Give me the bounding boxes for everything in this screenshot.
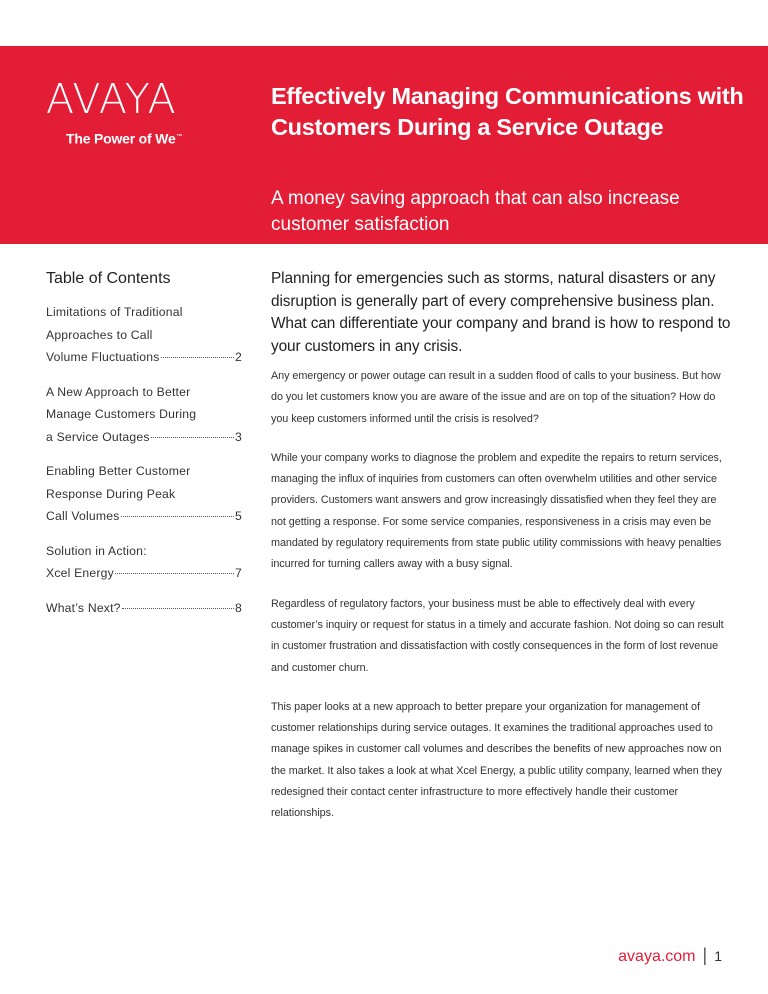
toc-entry-title: Volume Fluctuations bbox=[46, 350, 160, 364]
toc-entry-title: Call Volumes bbox=[46, 509, 120, 523]
toc-entry-title: What’s Next? bbox=[46, 600, 121, 615]
logo-tagline bbox=[66, 129, 182, 147]
footer-url[interactable]: avaya.com bbox=[618, 948, 696, 965]
toc-page-number: 7 bbox=[235, 566, 242, 580]
toc-leader-dots bbox=[121, 516, 234, 517]
trademark-symbol: ™ bbox=[176, 134, 183, 140]
toc-entry[interactable] bbox=[46, 301, 242, 369]
toc-leader-dots bbox=[161, 357, 234, 358]
toc-entry-line: Enabling Better Customer bbox=[46, 464, 191, 478]
toc-entry-title: a Service Outages bbox=[46, 429, 150, 444]
page-footer bbox=[618, 944, 722, 968]
toc-leader-dots bbox=[115, 573, 234, 574]
toc-page-number: 8 bbox=[235, 600, 242, 615]
body-paragraph: Any emergency or power outage can result in a sudden flood of calls to your business. But how do you let customers know you are aware of the issue and are on top of the situation? How do you keep customers informed until the crisis is resolved? bbox=[271, 370, 721, 425]
toc-entry[interactable] bbox=[46, 540, 242, 585]
body-paragraph: Regardless of regulatory factors, your business must be able to effectively deal with every customer’s inquiry or request for status in a timely and accurate fashion. Not doing so can result in customer frustration and dissatisfaction with costly consequences in the form of lost revenue and customer churn. bbox=[271, 597, 724, 674]
avaya-logo bbox=[46, 77, 206, 149]
toc-entry-line: Limitations of Traditional bbox=[46, 305, 183, 319]
document-subtitle: A money saving approach that can also increase customer satisfaction bbox=[271, 188, 680, 235]
logo-wordmark: AVAYA bbox=[46, 75, 177, 123]
document-title: Effectively Managing Communications with Customers During a Service Outage bbox=[271, 83, 744, 140]
toc-entry[interactable] bbox=[46, 460, 242, 528]
toc-leader-dots bbox=[122, 608, 234, 609]
table-of-contents bbox=[46, 268, 242, 631]
toc-entry[interactable] bbox=[46, 597, 242, 620]
page-number: 1 bbox=[714, 948, 722, 964]
toc-page-number: 2 bbox=[235, 350, 242, 364]
toc-entry-line: Manage Customers During bbox=[46, 407, 197, 421]
toc-entry-last-line bbox=[46, 562, 242, 585]
toc-page-number: 5 bbox=[235, 509, 242, 523]
toc-entry[interactable] bbox=[46, 381, 242, 449]
footer-separator: | bbox=[702, 945, 708, 965]
main-content bbox=[271, 268, 731, 843]
toc-entry-line: Solution in Action: bbox=[46, 543, 147, 558]
body-paragraph: This paper looks at a new approach to better prepare your organization for management of customer relationships during service outages. It examines the traditional approaches used to manage spikes in customer call volumes and describes the benefits of new approaches now on the market. It also takes a look at what Xcel Energy, a public utility company, learned when they redesigned their contact center infrastructure to more effectively handle their customer relationships. bbox=[271, 700, 722, 820]
toc-heading: Table of Contents bbox=[46, 270, 171, 287]
toc-page-number: 3 bbox=[235, 429, 242, 444]
toc-entry-last-line bbox=[46, 597, 242, 620]
body-paragraph: While your company works to diagnose the problem and expedite the repairs to return services, managing the influx of inquiries from customers can often overwhelm utilities and other service providers. Customers want answers and grow increasingly dissatisfied when they feel they are not getting a response. For some service companies, responsiveness in a crisis may even be mandated by regulatory requirements from state public utility commissions with heavy penalties incurred for turning callers away with a busy signal. bbox=[271, 451, 722, 571]
toc-entry-line: A New Approach to Better bbox=[46, 384, 191, 399]
logo-tagline-text: The Power of We bbox=[66, 130, 176, 147]
lead-paragraph: Planning for emergencies such as storms, natural disasters or any disruption is generally part of every comprehensive business plan. What can differentiate your company and brand is how to respond to your customers in any crisis. bbox=[271, 270, 731, 355]
toc-entry-line: Response During Peak bbox=[46, 486, 176, 501]
toc-leader-dots bbox=[151, 437, 234, 438]
toc-entry-line: Approaches to Call bbox=[46, 327, 153, 342]
toc-entry-last-line bbox=[46, 505, 242, 528]
toc-entry-title: Xcel Energy bbox=[46, 566, 114, 580]
toc-entry-last-line bbox=[46, 426, 242, 449]
toc-list bbox=[46, 301, 242, 619]
toc-entry-last-line bbox=[46, 346, 242, 369]
